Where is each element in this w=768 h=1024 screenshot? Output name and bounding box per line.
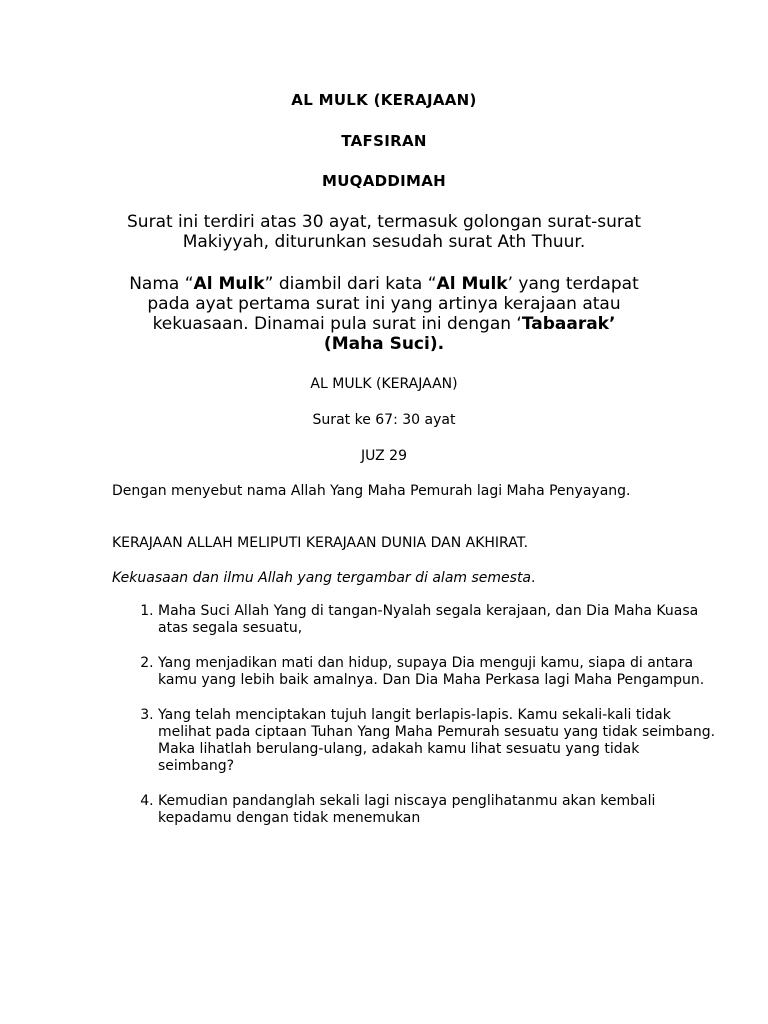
surah-info: Surat ke 67: 30 ayat (312, 412, 456, 428)
text-run: Nama “ (129, 274, 194, 294)
list-item: 4. Kemudian pandanglah sekali lagi niscaya penglihatanmu akan kembali kepadamu dengan tidak menemukan (158, 793, 718, 827)
text-run: kekuasaan. Dinamai pula surat ini dengan ‘ (152, 314, 522, 334)
intro-paragraph-1-line-1: Surat ini terdiri atas 30 ayat, termasuk golongan surat-surat (127, 212, 641, 232)
section-heading-upper: KERAJAAN ALLAH MELIPUTI KERAJAAN DUNIA DAN AKHIRAT. (112, 535, 529, 551)
intro-paragraph-1 (0, 212, 768, 252)
juz-label: JUZ 29 (361, 448, 407, 464)
list-item: 2. Yang menjadikan mati dan hidup, supaya Dia menguji kamu, siapa di antara kamu yang lebih baik amalnya. Dan Dia Maha Perkasa lagi Maha Pengampun. (158, 655, 718, 689)
bold-term: Tabaarak’ (521, 314, 616, 334)
ayat-list (112, 603, 718, 845)
document-subtitle: TAFSIRAN (341, 132, 427, 150)
section-heading-italic (112, 570, 672, 587)
text-run: ’ yang terdapat (507, 274, 639, 294)
surah-name: AL MULK (KERAJAAN) (310, 376, 458, 392)
intro-paragraph-2-line-3 (0, 314, 768, 334)
bold-term: Al Mulk (436, 274, 508, 294)
intro-paragraph-2-line-4: (Maha Suci). (323, 334, 445, 354)
section-heading: MUQADDIMAH (321, 172, 447, 190)
intro-paragraph-1-line-2: Makiyyah, diturunkan sesudah surat Ath Thuur. (182, 232, 586, 252)
list-item: 1. Maha Suci Allah Yang di tangan-Nyalah segala kerajaan, dan Dia Maha Kuasa atas segala sesuatu, (158, 603, 718, 637)
intro-paragraph-2-line-1 (0, 274, 768, 294)
intro-paragraph-2 (0, 274, 768, 354)
text-run: ” diambil dari kata “ (264, 274, 437, 294)
list-item: 3. Yang telah menciptakan tujuh langit berlapis-lapis. Kamu sekali-kali tidak melihat pada ciptaan Tuhan Yang Maha Pemurah sesuatu yang tidak seimbang. Maka lihatlah berulang-ulang, adakah kamu lihat sesuatu yang tidak seimbang? (158, 707, 718, 775)
basmalah-text: Dengan menyebut nama Allah Yang Maha Pemurah lagi Maha Penyayang. (112, 483, 631, 499)
intro-paragraph-2-line-2: pada ayat pertama surat ini yang artinya kerajaan atau (147, 294, 621, 314)
italic-text: Kekuasaan dan ilmu Allah yang tergambar di alam semesta (112, 570, 532, 586)
document-title: AL MULK (KERAJAAN) (291, 91, 477, 109)
bold-term: Al Mulk (193, 274, 265, 294)
text-run: . (531, 570, 536, 586)
